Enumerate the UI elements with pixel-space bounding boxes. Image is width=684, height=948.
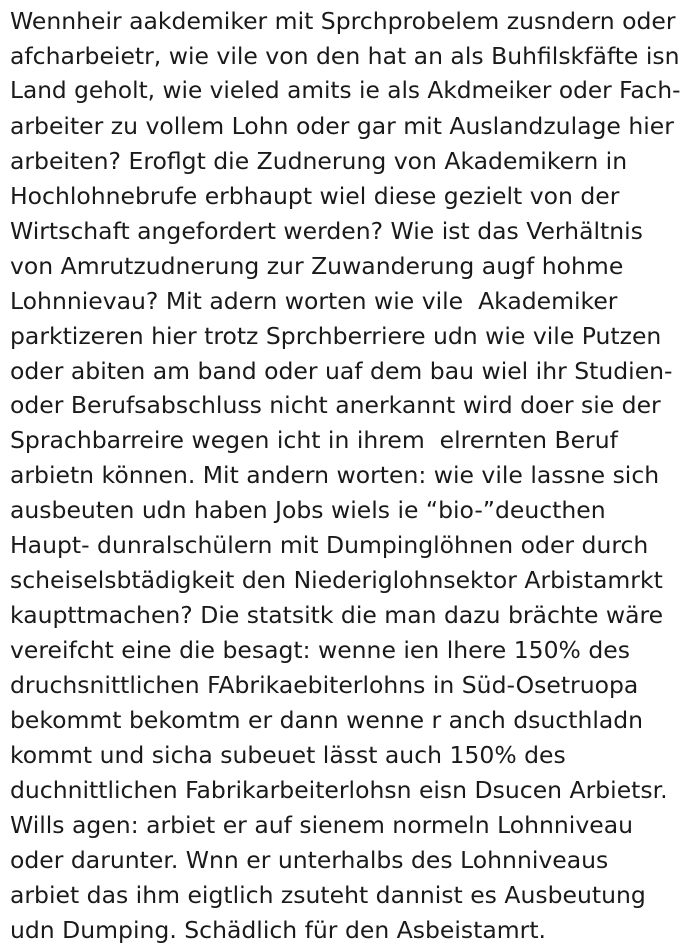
text-line: oder Berufsabschluss nicht anerkannt wird doer sie der [10,391,661,420]
text-line: afcharbeietr, wie vile von den hat an als Buhfilskfäfte isn [10,41,680,70]
text-line: duchnittlichen Fabrikarbeiterlohsn eisn Dsucen Arbietsr. [10,775,668,804]
text-line: bekommt bekomtm er dann wenne r anch dsucthladn [10,706,644,735]
text-line: Hochlohnebrufe erbhaupt wiel diese gezielt von der [10,181,620,210]
text-line: vereifcht eine die besagt: wenne ien lhere 150% des [10,636,630,665]
body-text [10,4,680,948]
text-line: kommt und sicha subeuet lässt auch 150% des [10,741,566,770]
text-line: arbeiten? Eroflgt die Zudnerung von Akademikern in [10,146,628,175]
text-line: Haupt- dunralschülern mit Dumpinglöhnen oder durch [10,531,649,560]
text-line: scheiselsbtädigkeit den Niederiglohnsektor Arbistamrkt [10,566,663,595]
text-line: Wirtschaft angefordert werden? Wie ist das Verhältnis [10,216,643,245]
text-line: parktizeren hier trotz Sprchberriere udn wie vile Putzen [10,321,662,350]
text-line: arbeiter zu vollem Lohn oder gar mit Auslandzulage hier [10,111,674,140]
text-line: Lohnnievau? Mit adern worten wie vile Akademiker [10,286,618,315]
text-line: Wennheir aakdemiker mit Sprchprobelem zusndern oder [10,7,676,35]
text-line: von Amrutzudnerung zur Zuwanderung augf hohme [10,251,624,280]
text-line: arbietn können. Mit andern worten: wie vile lassne sich [10,461,660,490]
text-line: ausbeuten udn haben Jobs wiels ie “bio-”deucthen [10,496,606,525]
text-line: udn Dumping. Schädlich für den Asbeistamrt. [10,915,547,944]
text-line: oder darunter. Wnn er unterhalbs des Lohnniveaus [10,845,609,874]
text-line: druchsnittlichen FAbrikaebiterlohns in Süd-Osetruopa [10,671,639,700]
text-line: Sprachbarreire wegen icht in ihrem elrernten Beruf [10,426,618,455]
text-line: kaupttmachen? Die statsitk die man dazu brächte wäre [10,601,664,630]
text-line: Wills agen: arbiet er auf sienem normeln Lohnniveau [10,810,633,839]
text-line: oder abiten am band oder uaf dem bau wiel ihr Studien- [10,356,673,385]
text-line: arbiet das ihm eigtlich zsuteht dannist es Ausbeutung [10,880,646,909]
text-line: Land geholt, wie vieled amits ie als Akdmeiker oder Fach- [10,76,681,104]
